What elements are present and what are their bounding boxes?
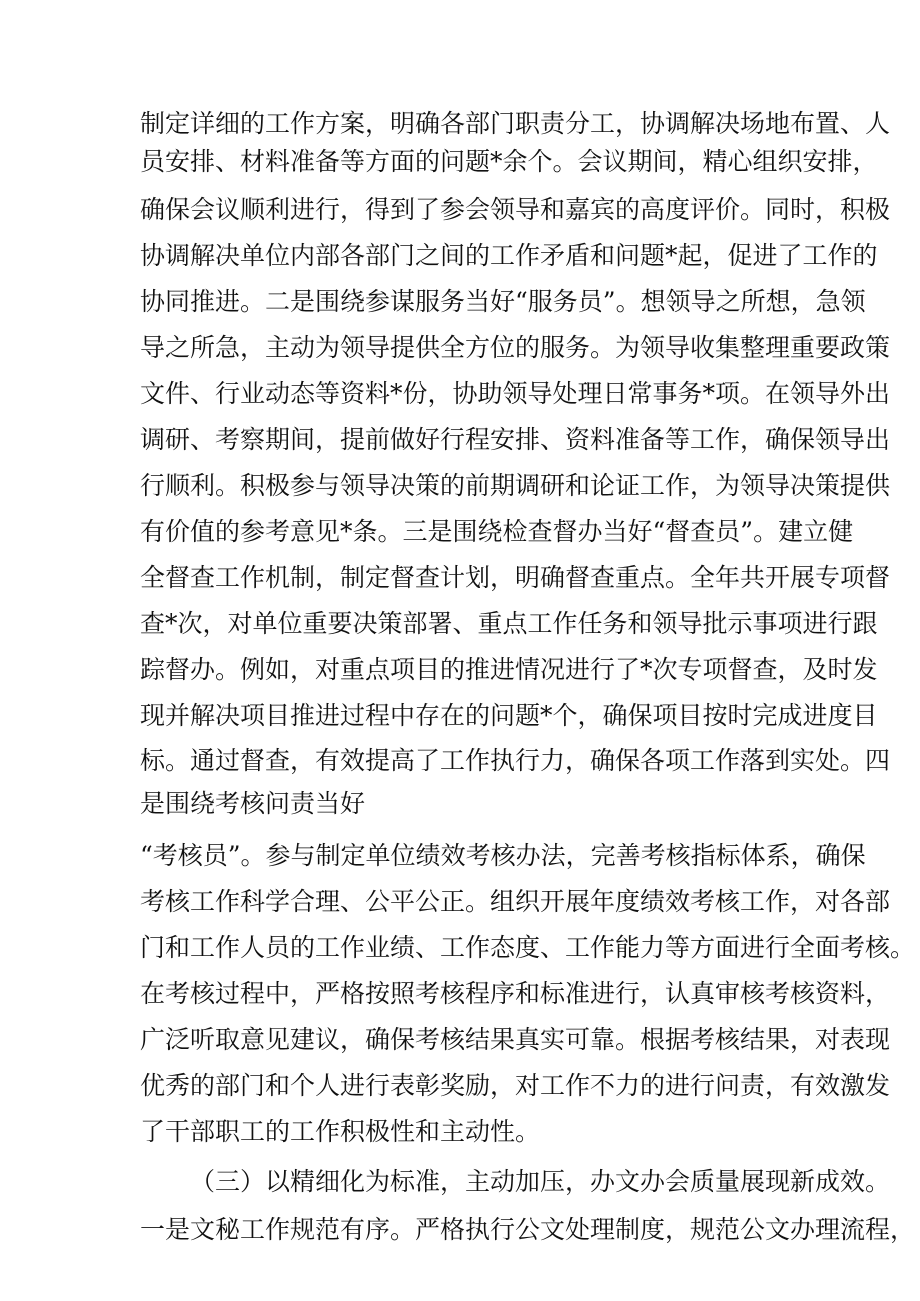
text-line: 查*次，对单位重要决策部署、重点工作任务和领导批示事项进行跟 (140, 609, 878, 638)
text-line: 在考核过程中，严格按照考核程序和标准进行，认真审核考核资料， (140, 979, 891, 1008)
text-line: 是围绕考核问责当好 (140, 789, 366, 818)
text-line: 调研、考察期间，提前做好行程安排、资料准备等工作，确保领导出 (140, 425, 891, 454)
text-line: 行顺利。积极参与领导决策的前期调研和论证工作，为领导决策提供 (140, 471, 891, 500)
text-line: 有价值的参考意见*条。三是围绕检查督办当好“督查员”。建立健 (140, 517, 854, 546)
text-line: 现并解决项目推进过程中存在的问题*个，确保项目按时完成进度目 (140, 701, 878, 730)
text-line: 协调解决单位内部各部门之间的工作矛盾和问题*起，促进了工作的 (140, 241, 878, 270)
text-line: 协同推进。二是围绕参谋服务当好“服务员”。想领导之所想，急领 (140, 287, 866, 316)
text-line: 文件、行业动态等资料*份，协助领导处理日常事务*项。在领导外出 (140, 379, 891, 408)
text-line: 导之所急，主动为领导提供全方位的服务。为领导收集整理重要政策 (140, 333, 891, 362)
text-line: “考核员”。参与制定单位绩效考核办法，完善考核指标体系，确保 (140, 841, 866, 870)
text-line: 考核工作科学合理、公平公正。组织开展年度绩效考核工作，对各部 (140, 887, 891, 916)
text-line: 广泛听取意见建议，确保考核结果真实可靠。根据考核结果，对表现 (140, 1025, 891, 1054)
text-line: 全督查工作机制，制定督查计划，明确督查重点。全年共开展专项督 (140, 563, 891, 592)
text-line: 制定详细的工作方案，明确各部门职责分工，协调解决场地布置、人 (140, 109, 891, 138)
text-line: 确保会议顺利进行，得到了参会领导和嘉宾的高度评价。同时，积极 (140, 195, 891, 224)
text-line: 一是文秘工作规范有序。严格执行公文处理制度，规范公文办理流程， (140, 1215, 916, 1244)
section-heading: （三）以精细化为标准，主动加压，办文办会质量展现新成效。 (190, 1167, 891, 1196)
text-line: 标。通过督查，有效提高了工作执行力，确保各项工作落到实处。四 (140, 746, 891, 775)
text-line: 优秀的部门和个人进行表彰奖励，对工作不力的进行问责，有效激发 (140, 1071, 891, 1100)
text-line: 踪督办。例如，对重点项目的推进情况进行了*次专项督查，及时发 (140, 655, 878, 684)
text-line: 了干部职工的工作积极性和主动性。 (140, 1117, 541, 1146)
text-line: 员安排、材料准备等方面的问题*余个。会议期间，精心组织安排， (140, 147, 878, 176)
text-line: 门和工作人员的工作业绩、工作态度、工作能力等方面进行全面考核。 (140, 933, 916, 962)
